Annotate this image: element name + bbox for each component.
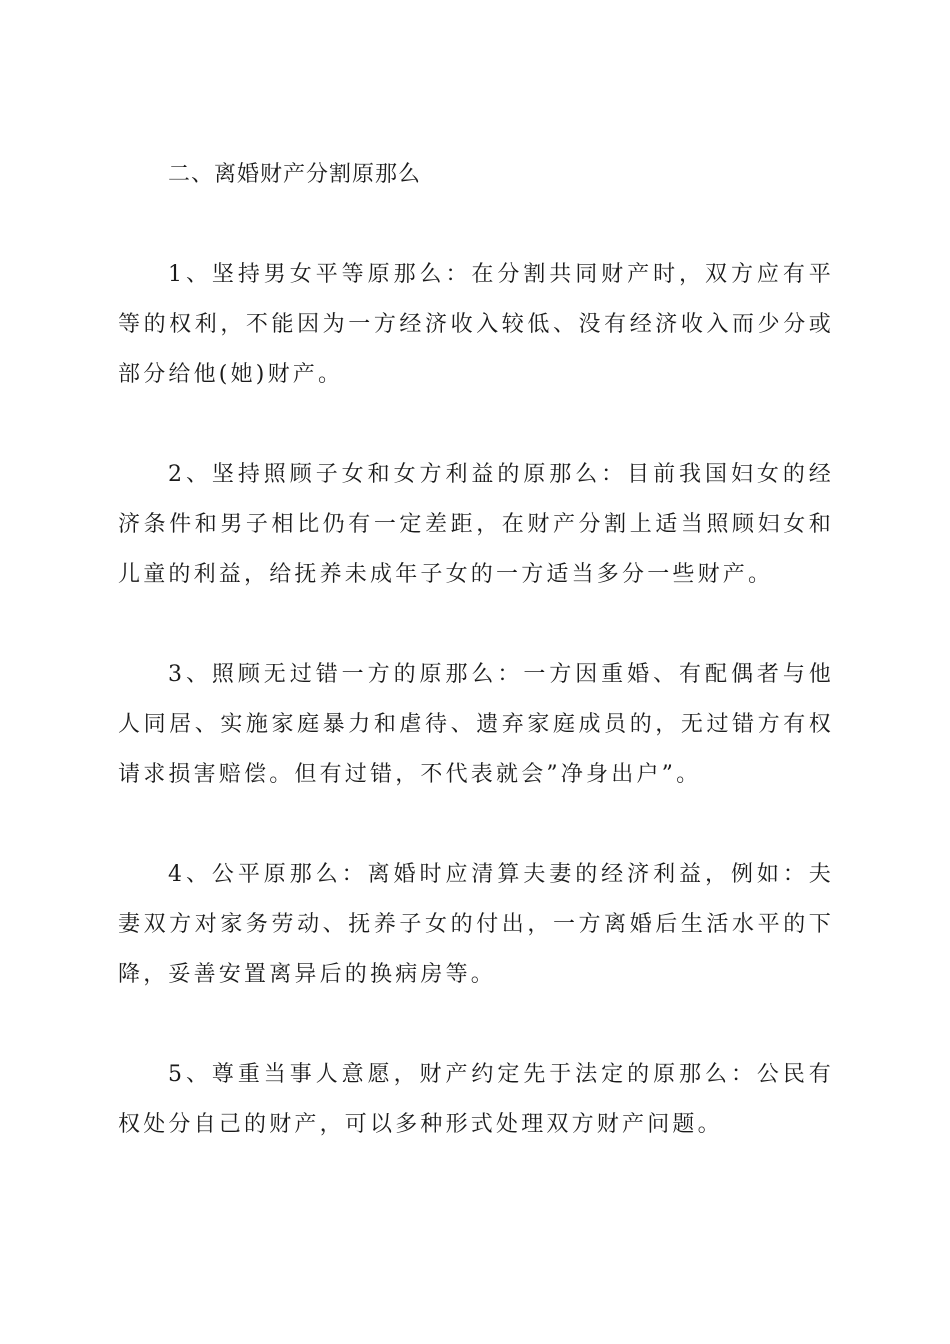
paragraph-2: 2、坚持照顾子女和女方利益的原那么：目前我国妇女的经济条件和男子相比仍有一定差距，在财产分割上适当照顾妇女和儿童的利益，给抚养未成年子女的一方适当多分一些财产。 (118, 462, 834, 587)
paragraph-5: 5、尊重当事人意愿，财产约定先于法定的原那么：公民有权处分自己的财产，可以多种形式处理双方财产问题。 (118, 1062, 834, 1137)
paragraph-4: 4、公平原那么：离婚时应清算夫妻的经济利益，例如：夫妻双方对家务劳动、抚养子女的付出，一方离婚后生活水平的下降，妥善安置离异后的换病房等。 (118, 862, 834, 987)
document-body (118, 150, 834, 1150)
paragraph-1: 1、坚持男女平等原那么：在分割共同财产时，双方应有平等的权利，不能因为一方经济收入较低、没有经济收入而少分或部分给他(她)财产。 (118, 262, 834, 387)
paragraph-3: 3、照顾无过错一方的原那么：一方因重婚、有配偶者与他人同居、实施家庭暴力和虐待、遗弃家庭成员的，无过错方有权请求损害赔偿。但有过错，不代表就会”净身出户”。 (118, 662, 834, 787)
section-heading: 二、离婚财产分割原那么 (168, 162, 422, 187)
